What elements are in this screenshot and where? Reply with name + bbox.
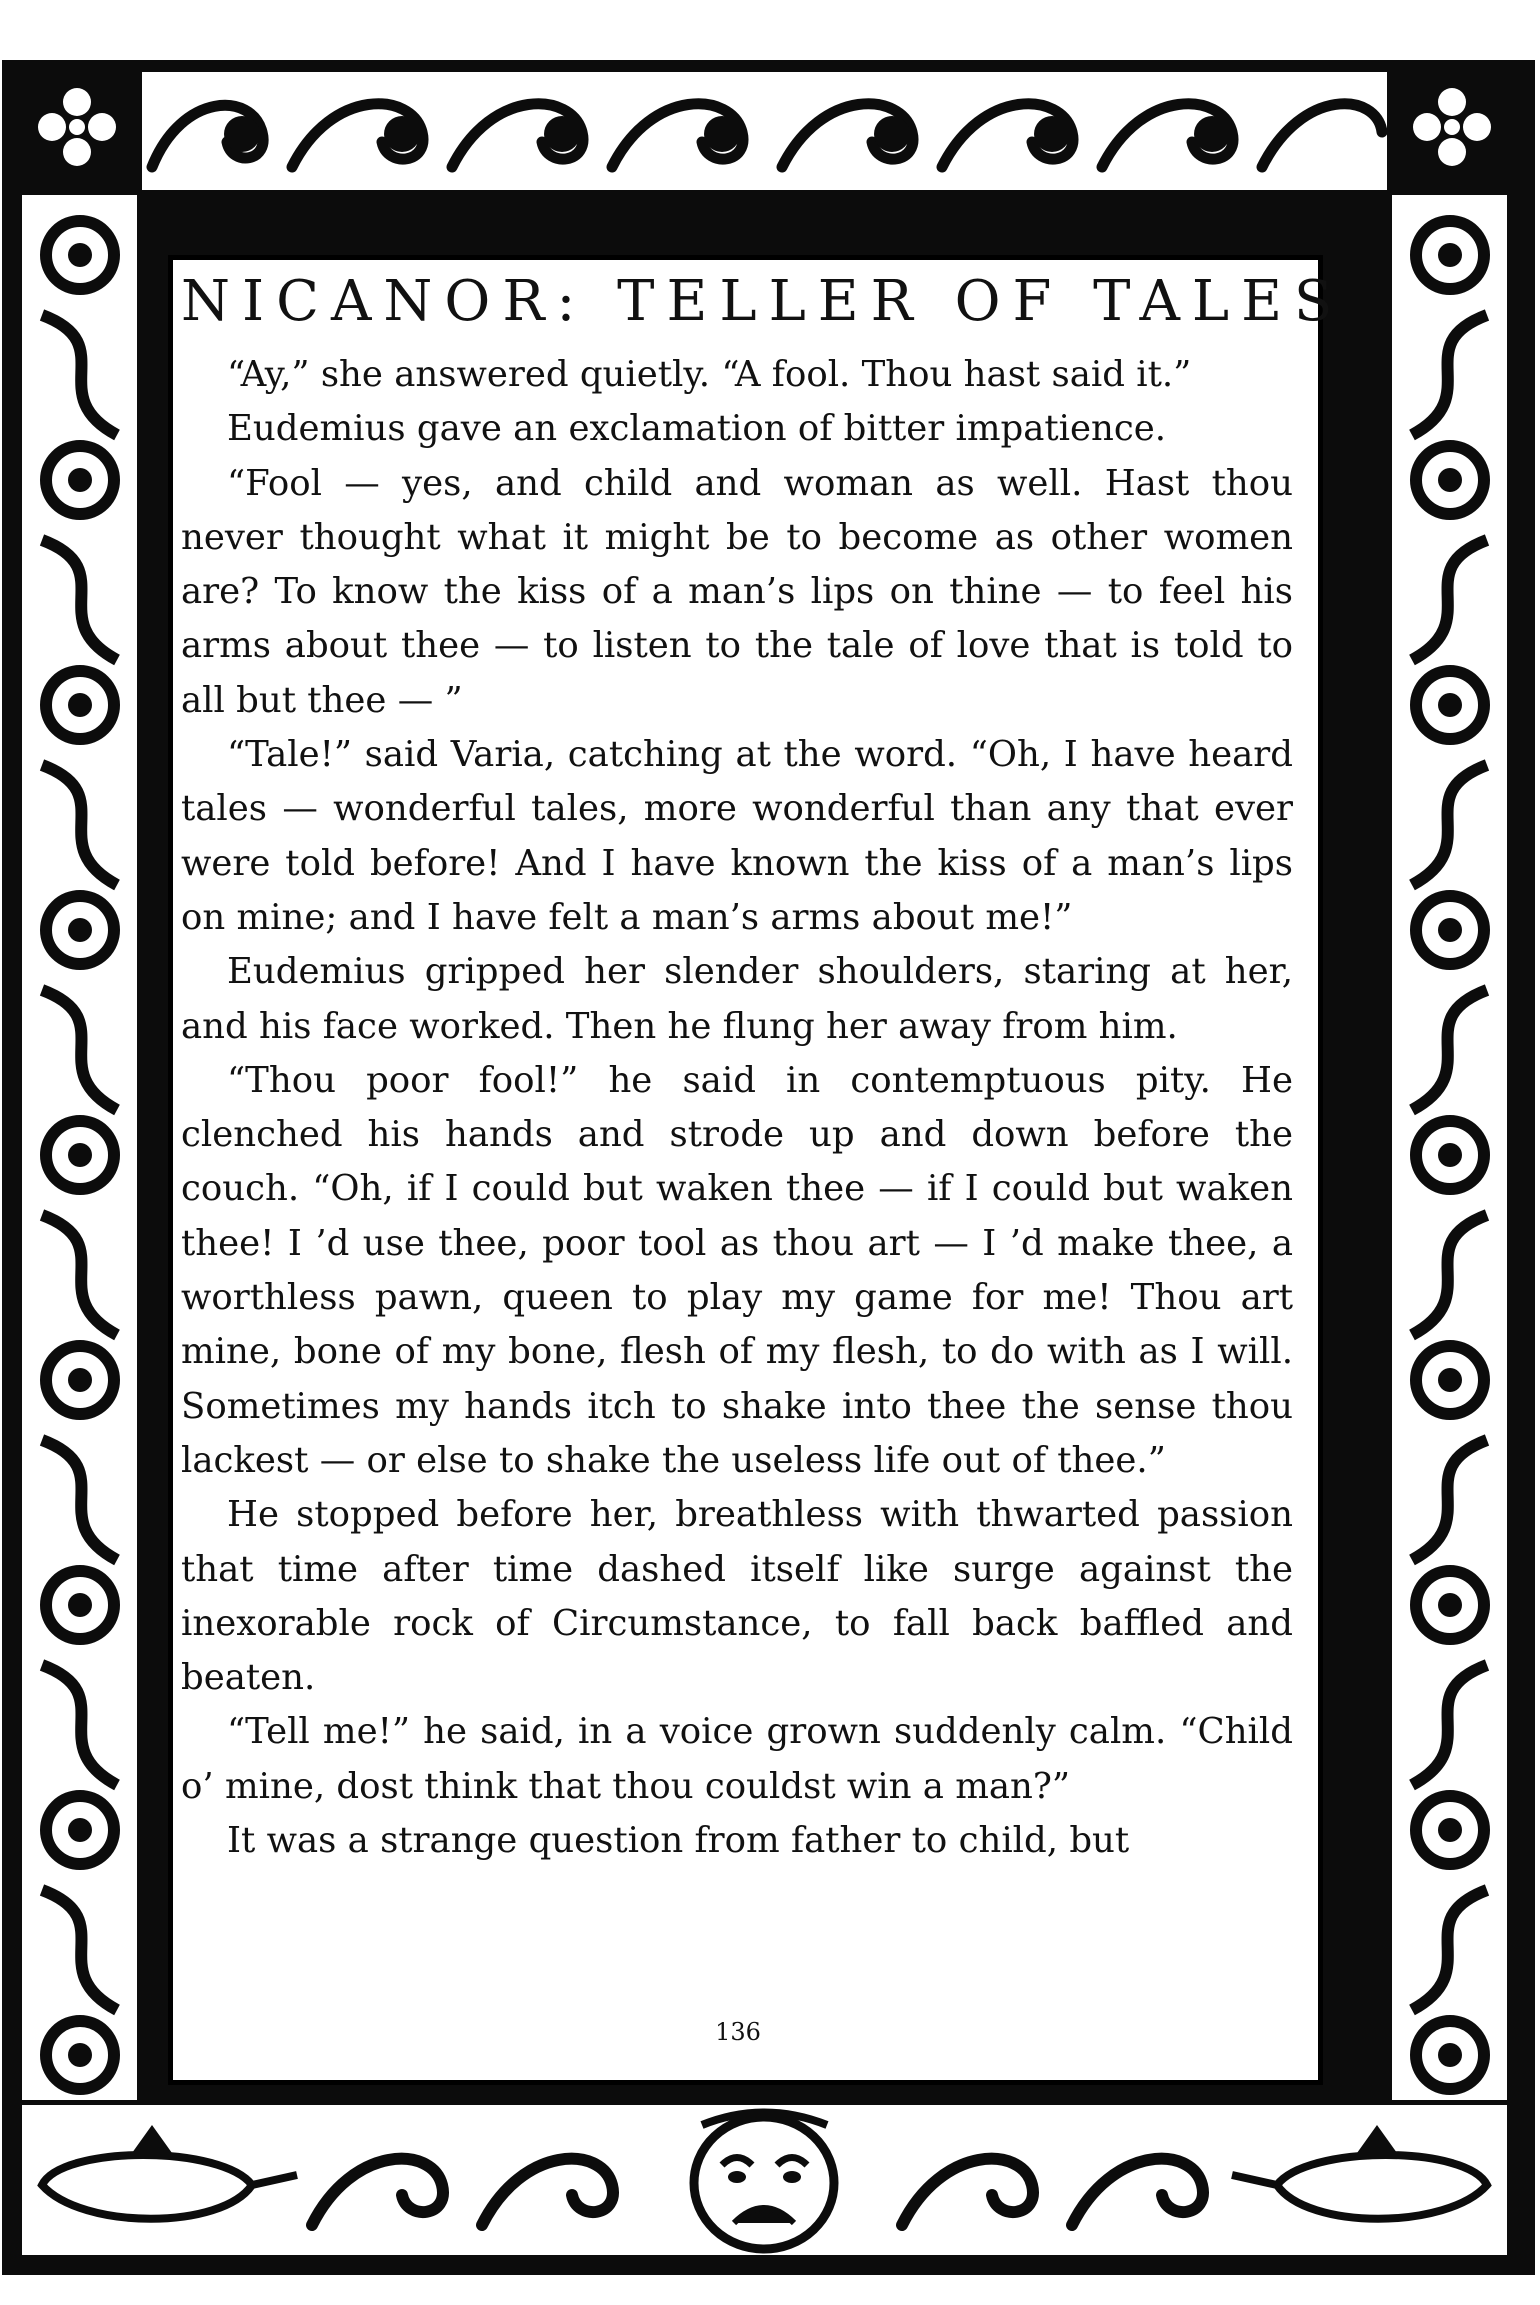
paragraph: It was a strange question from father to child, but — [227, 1820, 1130, 1862]
corner-flower-icon — [22, 72, 132, 182]
running-title: NICANOR: TELLER OF TALES — [181, 269, 1345, 334]
left-scroll-column — [22, 195, 137, 2100]
right-scroll-column — [1392, 195, 1507, 2100]
paragraph: “Thou poor fool!” he said in contemptuous pity. He clenched his hands and strode up and down before the couch. “Oh, if I could but waken thee — if I could but waken thee! I ’d use thee, poor tool as thou art — I ’d make thee, a worthless pawn, queen to play my game for me! Thou art mine, bone of my bone, flesh of my flesh, to do with as I will. Sometimes my hands itch to shake into thee the sense thou lackest — or else to shake the useless life out of thee.” — [181, 1059, 1293, 1481]
corner-flower-icon — [1397, 72, 1507, 182]
bottom-scroll-band — [22, 2105, 1507, 2255]
ornamental-border — [2, 60, 1535, 2275]
text-page — [168, 255, 1345, 2085]
oil-lamp-icon — [42, 2125, 297, 2219]
paragraph: Eudemius gripped her slender shoulders, staring at her, and his face worked. Then he flung her away from him. — [181, 951, 1293, 1047]
paragraph: He stopped before her, breathless with thwarted passion that time after time dashed itself like surge against the inexorable rock of Circumstance, to fall back baffled and beaten. — [181, 1494, 1293, 1699]
oil-lamp-icon — [1232, 2125, 1487, 2219]
paragraph: “Ay,” she answered quietly. “A fool. Thou hast said it.” — [227, 354, 1192, 395]
tragic-mask-icon — [694, 2113, 834, 2250]
paragraph: “Tell me!” he said, in a voice grown suddenly calm. “Child o’ mine, dost think that thou couldst win a man?” — [181, 1711, 1293, 1807]
top-scroll-band — [142, 72, 1387, 190]
paragraph: “Fool — yes, and child and woman as well. Hast thou never thought what it might be to become as other women are? To know the kiss of a man’s lips on thine — to feel his arms about thee — to listen to the tale of love that is told to all but thee — ” — [181, 462, 1293, 721]
paragraph: Eudemius gave an exclamation of bitter impatience. — [227, 408, 1167, 450]
paragraph: “Tale!” said Varia, catching at the word. “Oh, I have heard tales — wonderful tales, more wonderful than any that ever were told before! And I have known the kiss of a man’s lips on mine; and I have felt a man’s arms about me!” — [181, 734, 1293, 938]
body-text — [181, 348, 1293, 1868]
page-number: 136 — [708, 2018, 768, 2054]
